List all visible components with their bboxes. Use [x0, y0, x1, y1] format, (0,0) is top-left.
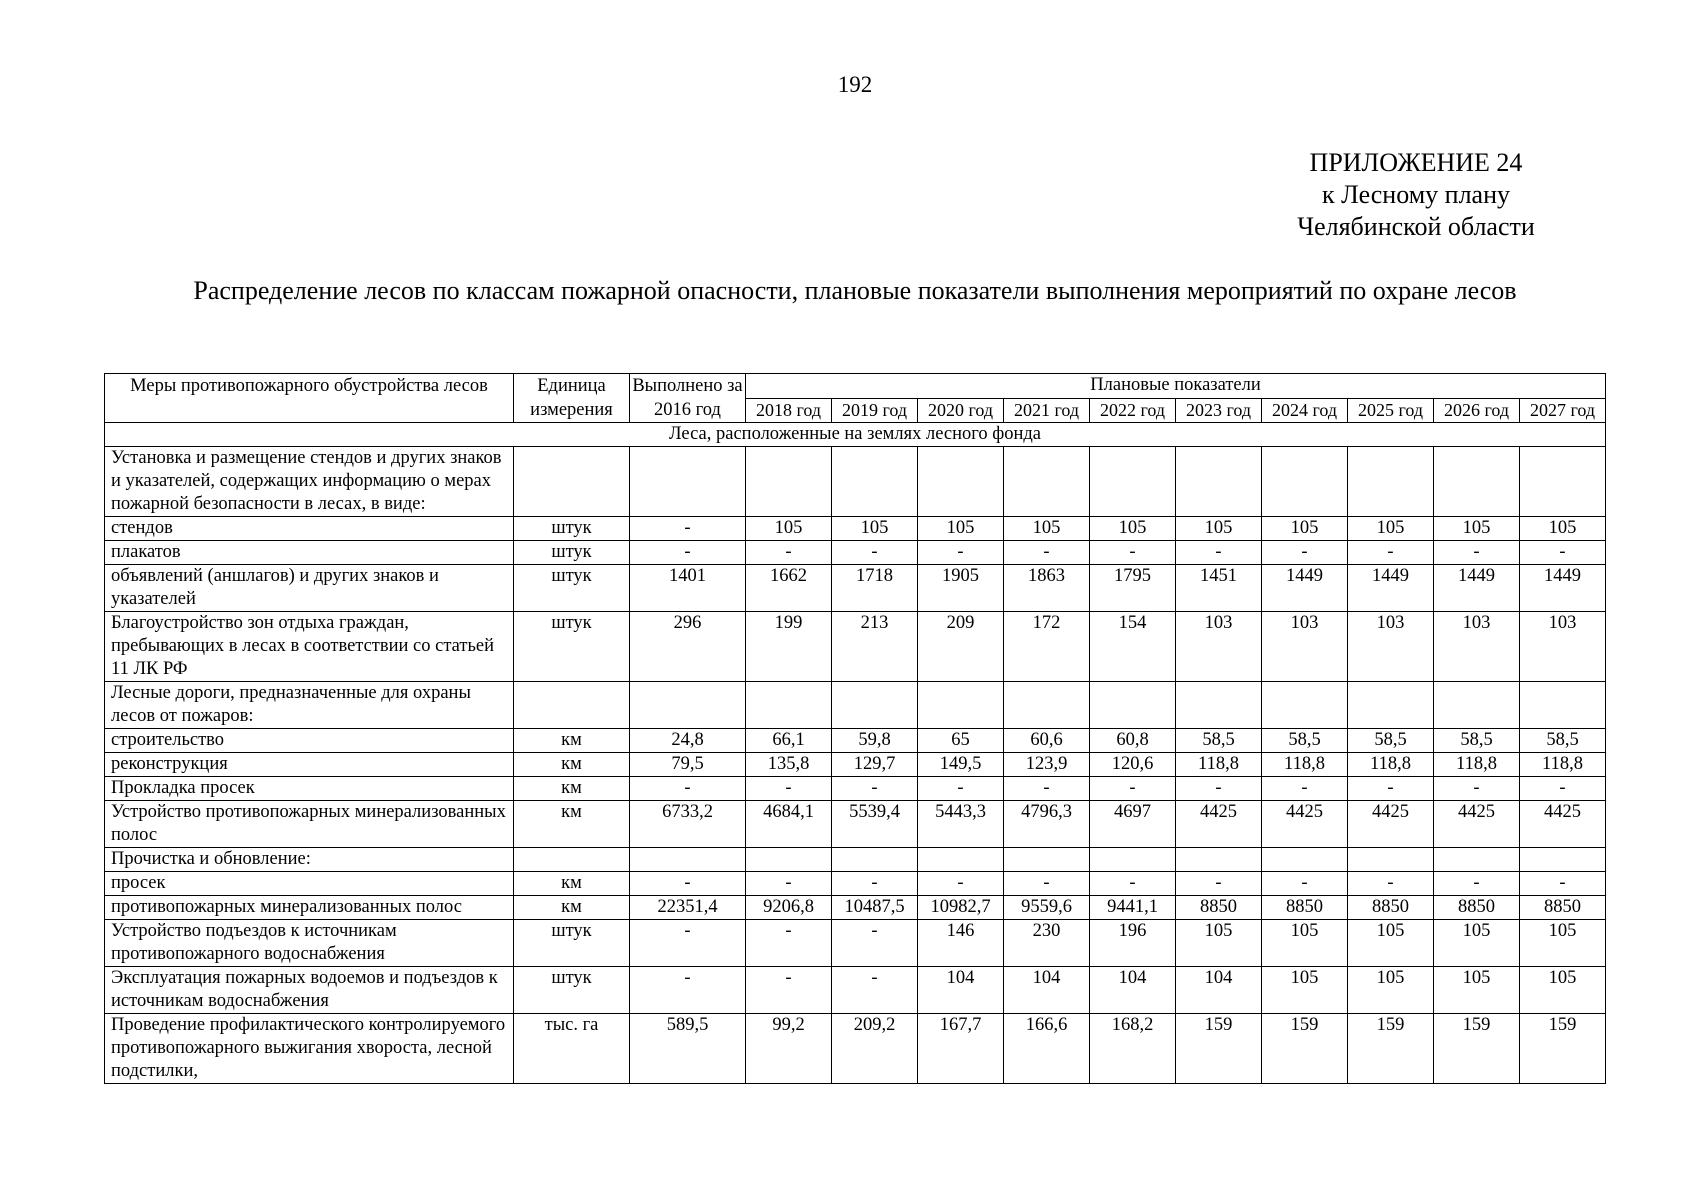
section-title: Леса, расположенные на землях лесного фонда — [105, 423, 1606, 447]
planned-value-cell: 58,5 — [1348, 729, 1434, 753]
planned-value-cell: 230 — [1004, 920, 1090, 967]
planned-value-cell — [1434, 682, 1520, 729]
table-row — [105, 872, 1606, 896]
appendix-line-1: ПРИЛОЖЕНИЕ 24 — [1309, 148, 1523, 177]
planned-value-cell: - — [1176, 541, 1262, 565]
planned-value-cell: 103 — [1262, 612, 1348, 682]
planned-value-cell — [746, 848, 832, 872]
appendix-line-3: Челябинской области — [1297, 212, 1535, 241]
appendix-header — [1200, 147, 1632, 243]
planned-value-cell: 1449 — [1520, 565, 1606, 612]
measure-name: просек — [105, 872, 514, 896]
planned-value-cell: - — [832, 777, 918, 801]
planned-value-cell: - — [746, 777, 832, 801]
planned-value-cell: - — [918, 541, 1004, 565]
planned-value-cell — [832, 682, 918, 729]
planned-value-cell — [1090, 848, 1176, 872]
planned-value-cell: - — [1434, 777, 1520, 801]
planned-value-cell: 4684,1 — [746, 801, 832, 848]
unit-cell — [514, 682, 630, 729]
planned-value-cell: 104 — [918, 967, 1004, 1014]
measure-name: строительство — [105, 729, 514, 753]
planned-value-cell: - — [832, 967, 918, 1014]
planned-value-cell: 129,7 — [832, 753, 918, 777]
table-row — [105, 682, 1606, 729]
planned-value-cell: 1863 — [1004, 565, 1090, 612]
measure-name: Прокладка просек — [105, 777, 514, 801]
table-row — [105, 541, 1606, 565]
planned-value-cell: 167,7 — [918, 1014, 1004, 1084]
done-2016-cell: 24,8 — [630, 729, 746, 753]
header-year: 2019 год — [832, 398, 918, 423]
unit-cell: км — [514, 801, 630, 848]
planned-value-cell: 4425 — [1262, 801, 1348, 848]
planned-value-cell: 58,5 — [1520, 729, 1606, 753]
planned-value-cell — [1004, 848, 1090, 872]
planned-value-cell: 159 — [1520, 1014, 1606, 1084]
planned-value-cell — [1262, 682, 1348, 729]
planned-value-cell — [1262, 848, 1348, 872]
table-row — [105, 920, 1606, 967]
planned-value-cell: 149,5 — [918, 753, 1004, 777]
planned-value-cell: 209 — [918, 612, 1004, 682]
header-year: 2021 год — [1004, 398, 1090, 423]
header-year: 2018 год — [746, 398, 832, 423]
table-row — [105, 801, 1606, 848]
planned-value-cell: 105 — [1176, 517, 1262, 541]
planned-value-cell — [1176, 848, 1262, 872]
planned-value-cell: 209,2 — [832, 1014, 918, 1084]
measure-name: Эксплуатация пожарных водоемов и подъездов к источникам водоснабжения — [105, 967, 514, 1014]
planned-value-cell: 105 — [1090, 517, 1176, 541]
header-planned: Плановые показатели — [746, 374, 1606, 399]
done-2016-cell — [630, 848, 746, 872]
planned-value-cell — [1176, 447, 1262, 517]
planned-value-cell: 4697 — [1090, 801, 1176, 848]
planned-value-cell — [1434, 848, 1520, 872]
planned-value-cell — [832, 447, 918, 517]
header-year: 2025 год — [1348, 398, 1434, 423]
planned-value-cell: - — [832, 541, 918, 565]
measure-name: Устройство противопожарных минерализованных полос — [105, 801, 514, 848]
planned-value-cell: 9441,1 — [1090, 896, 1176, 920]
done-2016-cell: 589,5 — [630, 1014, 746, 1084]
planned-value-cell: 66,1 — [746, 729, 832, 753]
planned-value-cell: - — [1262, 777, 1348, 801]
planned-value-cell: 105 — [1520, 967, 1606, 1014]
unit-cell: км — [514, 872, 630, 896]
planned-value-cell: 103 — [1176, 612, 1262, 682]
planned-value-cell — [746, 447, 832, 517]
planned-value-cell: - — [1176, 777, 1262, 801]
planned-value-cell: 105 — [1262, 920, 1348, 967]
planned-value-cell: 58,5 — [1434, 729, 1520, 753]
planned-value-cell: 8850 — [1348, 896, 1434, 920]
planned-value-cell: - — [1004, 541, 1090, 565]
done-2016-cell: 6733,2 — [630, 801, 746, 848]
measure-name: стендов — [105, 517, 514, 541]
header-year: 2023 год — [1176, 398, 1262, 423]
table-row — [105, 896, 1606, 920]
planned-value-cell: 1795 — [1090, 565, 1176, 612]
header-measure: Меры противопожарного обустройства лесов — [105, 374, 514, 423]
unit-cell — [514, 447, 630, 517]
unit-cell — [514, 848, 630, 872]
planned-value-cell: 105 — [1434, 517, 1520, 541]
planned-value-cell: - — [1434, 872, 1520, 896]
planned-value-cell: - — [1348, 777, 1434, 801]
planned-value-cell: 172 — [1004, 612, 1090, 682]
planned-value-cell: 104 — [1176, 967, 1262, 1014]
planned-value-cell — [1090, 682, 1176, 729]
done-2016-cell: 296 — [630, 612, 746, 682]
planned-value-cell: 166,6 — [1004, 1014, 1090, 1084]
planned-value-cell — [1434, 447, 1520, 517]
planned-value-cell: - — [918, 872, 1004, 896]
planned-value-cell: 9206,8 — [746, 896, 832, 920]
planned-value-cell: 105 — [1434, 967, 1520, 1014]
header-year: 2024 год — [1262, 398, 1348, 423]
planned-value-cell: 9559,6 — [1004, 896, 1090, 920]
planned-value-cell: 4425 — [1520, 801, 1606, 848]
planned-value-cell: 154 — [1090, 612, 1176, 682]
planned-value-cell: 105 — [1520, 517, 1606, 541]
planned-value-cell — [1520, 447, 1606, 517]
measure-name: Благоустройство зон отдыха граждан, пребывающих в лесах в соответствии со статьей 11 ЛК РФ — [105, 612, 514, 682]
measure-name: реконструкция — [105, 753, 514, 777]
planned-value-cell — [918, 682, 1004, 729]
done-2016-cell: - — [630, 517, 746, 541]
measure-name: противопожарных минерализованных полос — [105, 896, 514, 920]
planned-value-cell: 103 — [1348, 612, 1434, 682]
done-2016-cell: - — [630, 541, 746, 565]
planned-value-cell: 159 — [1434, 1014, 1520, 1084]
planned-value-cell: 213 — [832, 612, 918, 682]
unit-cell: км — [514, 896, 630, 920]
header-year: 2022 год — [1090, 398, 1176, 423]
planned-value-cell: 103 — [1434, 612, 1520, 682]
planned-value-cell: - — [746, 967, 832, 1014]
planned-value-cell: 10487,5 — [832, 896, 918, 920]
planned-value-cell: 168,2 — [1090, 1014, 1176, 1084]
done-2016-cell — [630, 682, 746, 729]
table-row — [105, 753, 1606, 777]
table-row — [105, 848, 1606, 872]
planned-value-cell: 146 — [918, 920, 1004, 967]
planned-value-cell: 105 — [1004, 517, 1090, 541]
planned-value-cell: 105 — [746, 517, 832, 541]
planned-value-cell: 135,8 — [746, 753, 832, 777]
measure-name: Лесные дороги, предназначенные для охраны лесов от пожаров: — [105, 682, 514, 729]
planned-value-cell — [1520, 848, 1606, 872]
table-row — [105, 1014, 1606, 1084]
unit-cell: км — [514, 777, 630, 801]
planned-value-cell: 105 — [1176, 920, 1262, 967]
table-row — [105, 447, 1606, 517]
header-year: 2020 год — [918, 398, 1004, 423]
unit-cell: штук — [514, 612, 630, 682]
planned-value-cell: 8850 — [1520, 896, 1606, 920]
planned-value-cell: 58,5 — [1176, 729, 1262, 753]
measure-name: плакатов — [105, 541, 514, 565]
planned-value-cell: - — [1090, 777, 1176, 801]
planned-value-cell: - — [746, 541, 832, 565]
unit-cell: штук — [514, 541, 630, 565]
planned-value-cell: 59,8 — [832, 729, 918, 753]
planned-value-cell: - — [1348, 872, 1434, 896]
planned-value-cell: 159 — [1262, 1014, 1348, 1084]
planned-value-cell — [746, 682, 832, 729]
planned-value-cell: 199 — [746, 612, 832, 682]
header-unit: Единица измерения — [514, 374, 630, 423]
table-row — [105, 777, 1606, 801]
planned-value-cell: 8850 — [1262, 896, 1348, 920]
planned-value-cell: 105 — [1262, 967, 1348, 1014]
appendix-line-2: к Лесному плану — [1321, 180, 1511, 209]
planned-value-cell: - — [832, 920, 918, 967]
unit-cell: штук — [514, 967, 630, 1014]
planned-value-cell: 1449 — [1262, 565, 1348, 612]
done-2016-cell — [630, 447, 746, 517]
planned-value-cell — [1348, 682, 1434, 729]
planned-value-cell — [1520, 682, 1606, 729]
planned-value-cell: 8850 — [1176, 896, 1262, 920]
planned-value-cell: 159 — [1176, 1014, 1262, 1084]
planned-value-cell: - — [1520, 777, 1606, 801]
planned-value-cell — [1004, 447, 1090, 517]
document-title: Распределение лесов по классам пожарной опасности, плановые показатели выполнения мероприятий по охране лесов — [193, 276, 1517, 305]
planned-value-cell: - — [1434, 541, 1520, 565]
header-done-2016: Выполнено за 2016 год — [630, 374, 746, 423]
planned-value-cell: - — [746, 872, 832, 896]
planned-value-cell: 60,6 — [1004, 729, 1090, 753]
planned-value-cell: 118,8 — [1176, 753, 1262, 777]
header-year: 2027 год — [1520, 398, 1606, 423]
planned-value-cell: 123,9 — [1004, 753, 1090, 777]
done-2016-cell: - — [630, 872, 746, 896]
table-row — [105, 967, 1606, 1014]
unit-cell: км — [514, 753, 630, 777]
unit-cell: тыс. га — [514, 1014, 630, 1084]
unit-cell: км — [514, 729, 630, 753]
done-2016-cell: - — [630, 920, 746, 967]
planned-value-cell: - — [1262, 541, 1348, 565]
planned-value-cell: 1718 — [832, 565, 918, 612]
planned-value-cell: 99,2 — [746, 1014, 832, 1084]
planned-value-cell: 1451 — [1176, 565, 1262, 612]
planned-value-cell: 105 — [1520, 920, 1606, 967]
planned-value-cell: 105 — [1348, 967, 1434, 1014]
planned-value-cell: 105 — [1348, 517, 1434, 541]
planned-value-cell — [1348, 447, 1434, 517]
measures-table — [104, 373, 1606, 1084]
planned-value-cell: 118,8 — [1434, 753, 1520, 777]
planned-value-cell: 118,8 — [1520, 753, 1606, 777]
planned-value-cell: - — [1004, 872, 1090, 896]
planned-value-cell: 120,6 — [1090, 753, 1176, 777]
planned-value-cell: 159 — [1348, 1014, 1434, 1084]
planned-value-cell: - — [1004, 777, 1090, 801]
planned-value-cell: 60,8 — [1090, 729, 1176, 753]
planned-value-cell: 1662 — [746, 565, 832, 612]
planned-value-cell: 1449 — [1348, 565, 1434, 612]
planned-value-cell — [1004, 682, 1090, 729]
unit-cell: штук — [514, 517, 630, 541]
planned-value-cell: 5539,4 — [832, 801, 918, 848]
planned-value-cell: 196 — [1090, 920, 1176, 967]
planned-value-cell: - — [918, 777, 1004, 801]
table-row — [105, 729, 1606, 753]
measure-name: Устройство подъездов к источникам противопожарного водоснабжения — [105, 920, 514, 967]
table-row — [105, 565, 1606, 612]
planned-value-cell: 105 — [918, 517, 1004, 541]
planned-value-cell: 105 — [1434, 920, 1520, 967]
planned-value-cell: 65 — [918, 729, 1004, 753]
planned-value-cell: 5443,3 — [918, 801, 1004, 848]
done-2016-cell: 22351,4 — [630, 896, 746, 920]
planned-value-cell — [918, 848, 1004, 872]
planned-value-cell: 8850 — [1434, 896, 1520, 920]
planned-value-cell: - — [832, 872, 918, 896]
unit-cell: штук — [514, 565, 630, 612]
done-2016-cell: 79,5 — [630, 753, 746, 777]
table-row — [105, 612, 1606, 682]
planned-value-cell: 58,5 — [1262, 729, 1348, 753]
planned-value-cell: 105 — [832, 517, 918, 541]
planned-value-cell: 105 — [1348, 920, 1434, 967]
measure-name: Проведение профилактического контролируемого противопожарного выжигания хвороста, лесной подстилки, — [105, 1014, 514, 1084]
measure-name: Прочистка и обновление: — [105, 848, 514, 872]
measure-name: объявлений (аншлагов) и других знаков и указателей — [105, 565, 514, 612]
planned-value-cell: 10982,7 — [918, 896, 1004, 920]
done-2016-cell: - — [630, 967, 746, 1014]
planned-value-cell: 4796,3 — [1004, 801, 1090, 848]
planned-value-cell: 118,8 — [1262, 753, 1348, 777]
planned-value-cell: 1449 — [1434, 565, 1520, 612]
planned-value-cell: - — [1520, 872, 1606, 896]
table-header-row — [105, 374, 1606, 399]
planned-value-cell: - — [1090, 541, 1176, 565]
planned-value-cell — [832, 848, 918, 872]
planned-value-cell: - — [1090, 872, 1176, 896]
planned-value-cell: 105 — [1262, 517, 1348, 541]
done-2016-cell: - — [630, 777, 746, 801]
planned-value-cell: - — [1348, 541, 1434, 565]
planned-value-cell: 104 — [1090, 967, 1176, 1014]
planned-value-cell — [1176, 682, 1262, 729]
header-year: 2026 год — [1434, 398, 1520, 423]
planned-value-cell: - — [746, 920, 832, 967]
planned-value-cell: - — [1520, 541, 1606, 565]
planned-value-cell — [1348, 848, 1434, 872]
planned-value-cell — [1090, 447, 1176, 517]
done-2016-cell: 1401 — [630, 565, 746, 612]
planned-value-cell: - — [1176, 872, 1262, 896]
planned-value-cell: 104 — [1004, 967, 1090, 1014]
planned-value-cell: 1905 — [918, 565, 1004, 612]
planned-value-cell: 4425 — [1434, 801, 1520, 848]
unit-cell: штук — [514, 920, 630, 967]
planned-value-cell: - — [1262, 872, 1348, 896]
section-row — [105, 423, 1606, 447]
planned-value-cell — [1262, 447, 1348, 517]
planned-value-cell: 4425 — [1348, 801, 1434, 848]
planned-value-cell: 4425 — [1176, 801, 1262, 848]
planned-value-cell — [918, 447, 1004, 517]
planned-value-cell: 103 — [1520, 612, 1606, 682]
planned-value-cell: 118,8 — [1348, 753, 1434, 777]
measure-name: Установка и размещение стендов и других знаков и указателей, содержащих информацию о мерах пожарной безопасности в лесах, в виде: — [105, 447, 514, 517]
table-row — [105, 517, 1606, 541]
page-number: 192 — [837, 72, 873, 97]
